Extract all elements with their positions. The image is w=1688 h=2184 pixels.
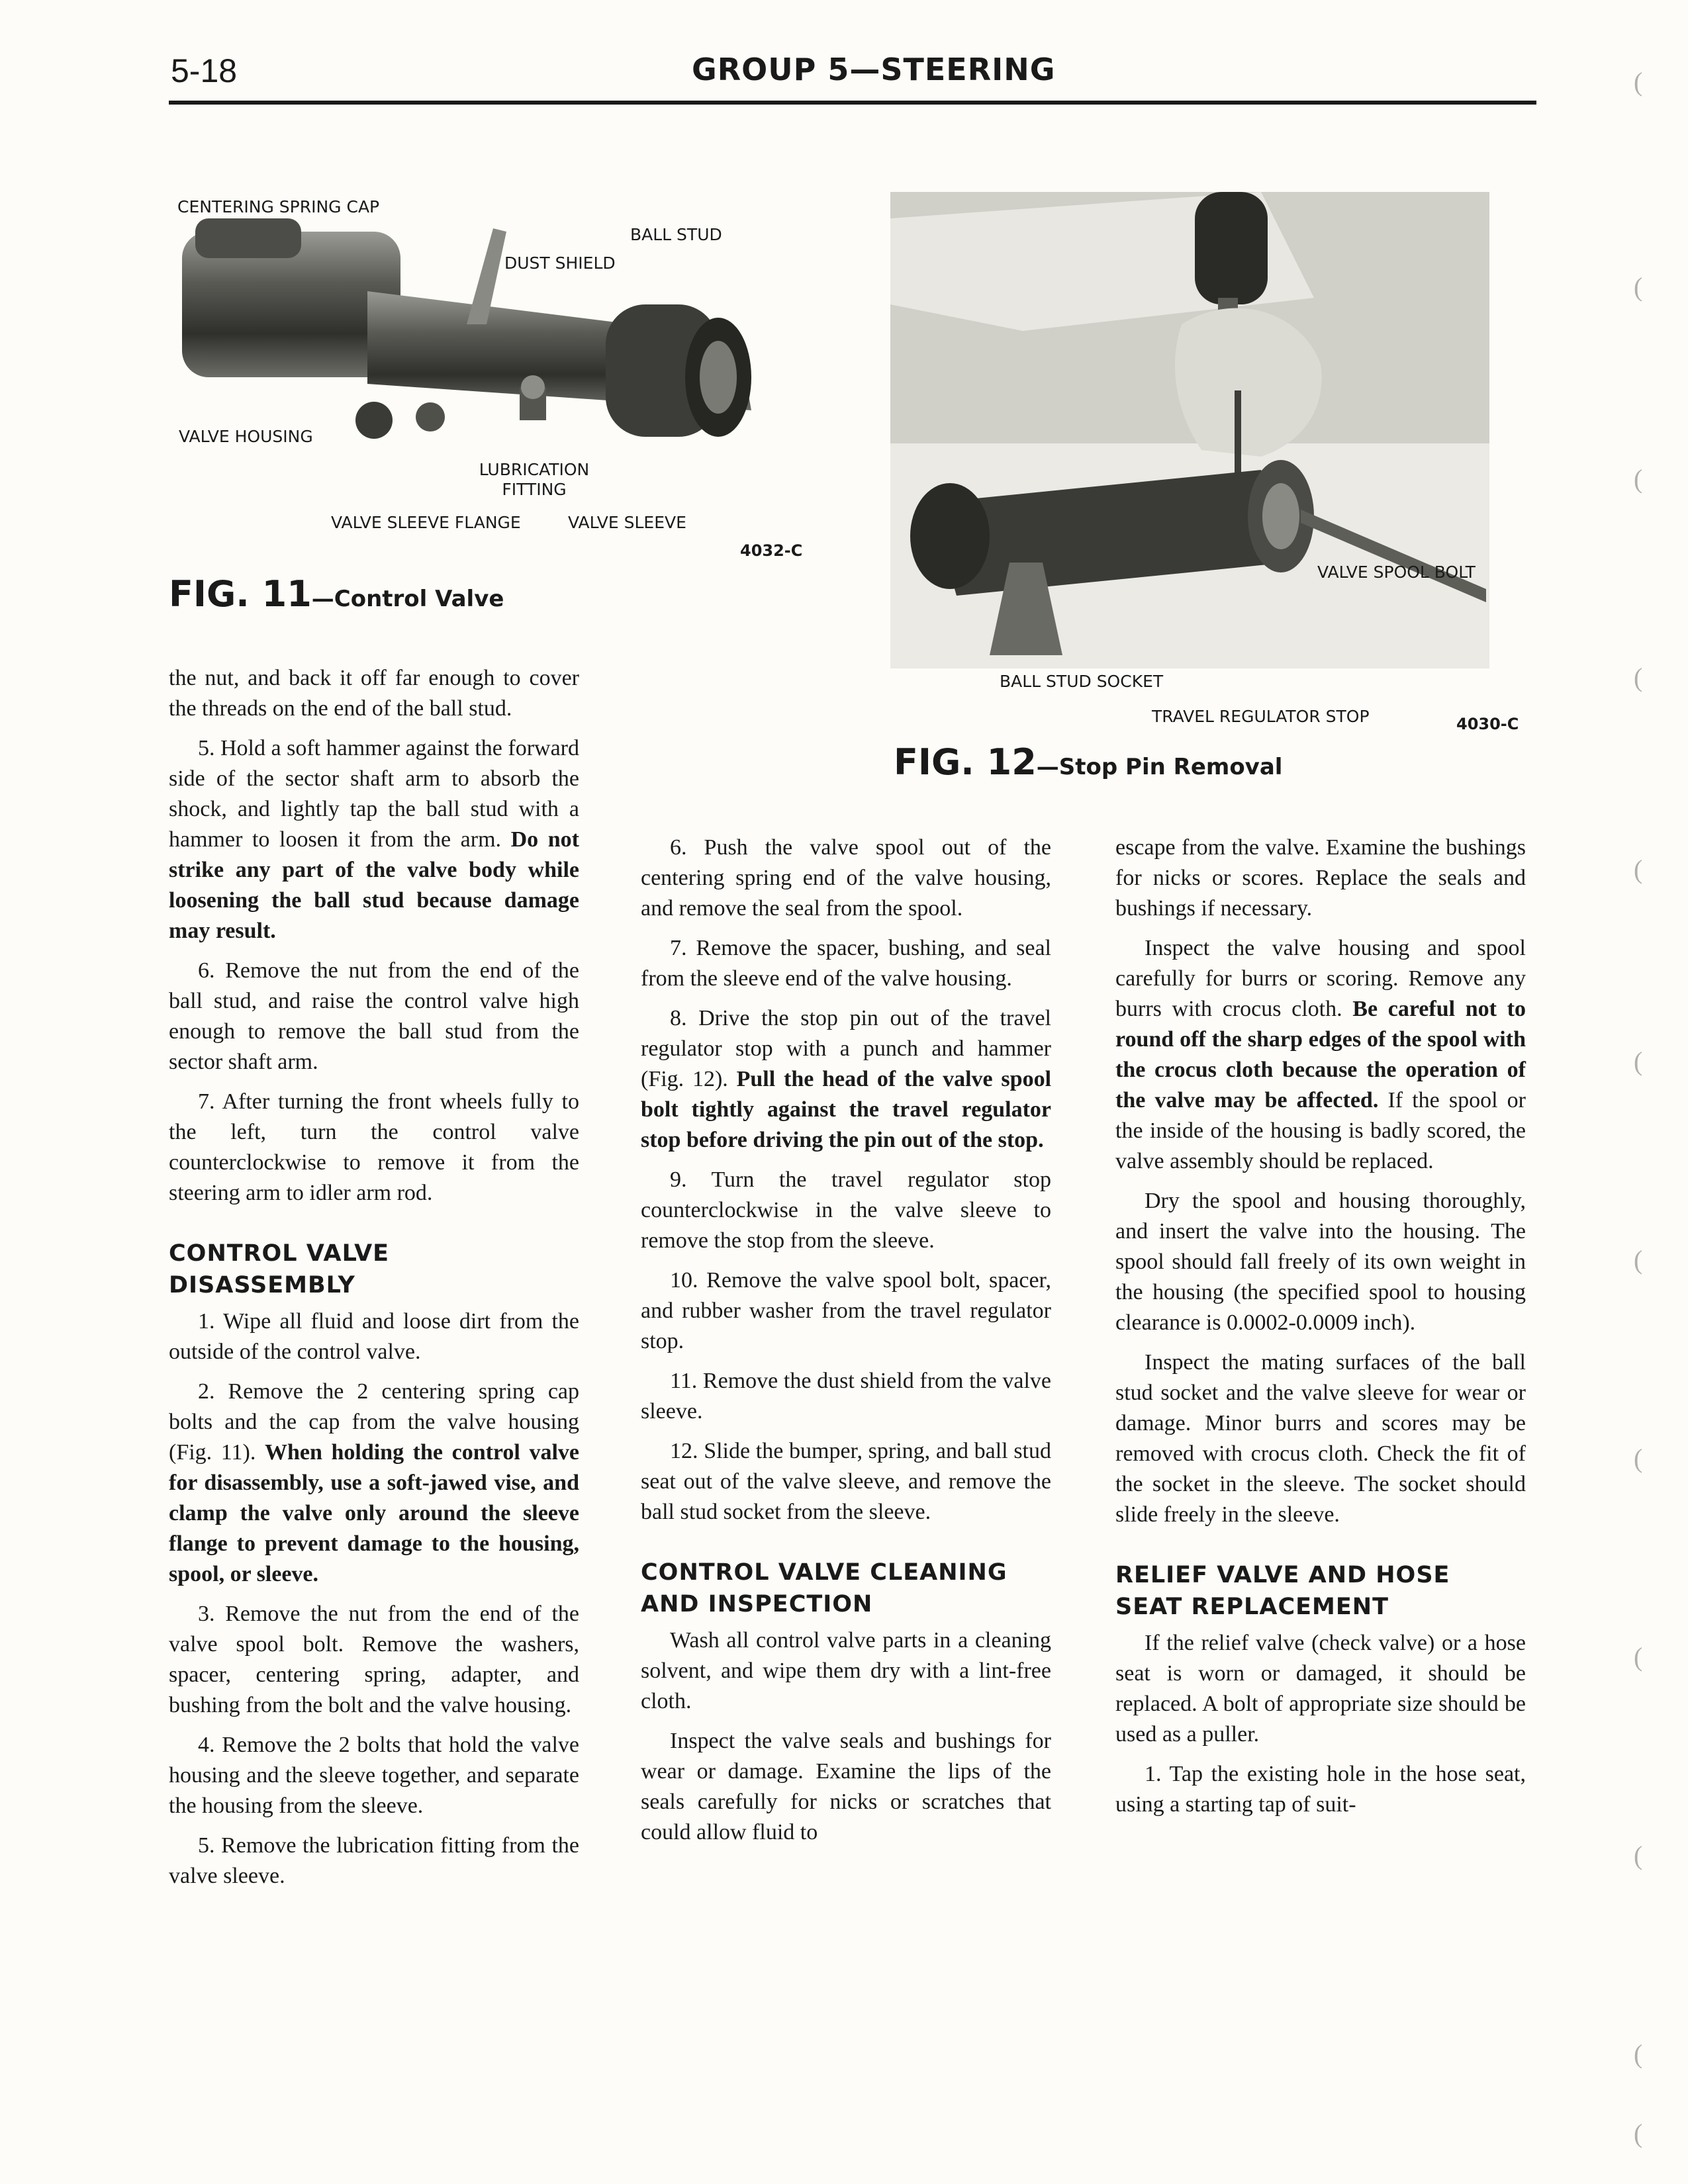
callout-valve-sleeve: VALVE SLEEVE — [568, 513, 686, 532]
fig11-caption — [169, 573, 504, 615]
disassembly-step-5: 5. Remove the lubrication fitting from the valve sleeve. — [169, 1833, 579, 1888]
disassembly-step-8-warning: Pull the head of the valve spool bolt tightly against the travel regulator stop before driving the pin out of the stop. — [641, 1067, 1052, 1152]
heading-line-1: RELIEF VALVE AND HOSE — [1115, 1562, 1450, 1588]
inspection-spool-warning: Be careful not to round off the sharp edges of the spool with the crocus cloth because the operation of the valve may be affected. — [1115, 997, 1526, 1113]
callout-dust-shield: DUST SHIELD — [504, 253, 616, 273]
inspection-paragraph-socket: Inspect the mating surfaces of the ball stud socket and the valve sleeve for wear or damage. Minor burrs and scores may be removed with crocus cloth. Check the fit of the socket in the sleeve. The socket should slide freely in the sleeve. — [1115, 1350, 1526, 1527]
heading-control-valve-disassembly — [169, 1238, 579, 1301]
binding-mark: ( — [1634, 1841, 1643, 1870]
callout-ball-stud-socket: BALL STUD SOCKET — [1000, 672, 1164, 691]
step-5-text: 5. Hold a soft hammer against the forward side of the sector shaft arm to absorb the shock, and lightly tap the ball stud with a hammer to loosen it from the arm. — [169, 736, 579, 852]
binding-mark: ( — [1634, 2118, 1643, 2148]
binding-mark: ( — [1634, 854, 1643, 884]
column-3 — [1115, 833, 1526, 1829]
disassembly-step-2 — [169, 1377, 579, 1590]
column-1 — [169, 663, 579, 1901]
inspection-spool-text: Inspect the valve housing and spool carefully for burrs or scoring. Remove any burrs with crocus cloth. — [1115, 936, 1526, 1021]
disassembly-step-9: 9. Turn the travel regulator stop counterclockwise in the valve sleeve to remove the stop from the sleeve. — [641, 1167, 1051, 1253]
callout-valve-spool-bolt: VALVE SPOOL BOLT — [1317, 563, 1476, 582]
callout-ball-stud: BALL STUD — [630, 225, 722, 244]
heading-line-2: SEAT REPLACEMENT — [1115, 1594, 1389, 1620]
step-6-remove-nut: 6. Remove the nut from the end of the ball stud, and raise the control valve high enough to remove the ball stud from the sector shaft arm. — [169, 958, 579, 1074]
binding-mark: ( — [1634, 67, 1643, 97]
fig11-code: 4032-C — [740, 541, 803, 560]
fig12-caption-prefix: FIG. 12 — [894, 741, 1037, 783]
inspection-paragraph-spool — [1115, 933, 1526, 1177]
binding-mark: ( — [1634, 662, 1643, 692]
fig12-caption — [894, 741, 1282, 783]
binding-mark: ( — [1634, 1245, 1643, 1275]
fig11-caption-text: —Control Valve — [311, 586, 504, 612]
relief-step-1: 1. Tap the existing hole in the hose seat, using a starting tap of suit- — [1115, 1762, 1526, 1817]
binding-mark: ( — [1634, 272, 1643, 302]
disassembly-step-12: 12. Slide the bumper, spring, and ball stud seat out of the valve sleeve, and remove the ball stud socket from the sleeve. — [641, 1439, 1051, 1524]
paragraph-continuation: the nut, and back it off far enough to cover the threads on the end of the ball stud. — [169, 666, 579, 721]
step-7-turn-valve: 7. After turning the front wheels fully to the left, turn the control valve counterclockwise to remove it from the steering arm to idler arm rod. — [169, 1089, 579, 1205]
disassembly-step-6: 6. Push the valve spool out of the centering spring end of the valve housing, and remove the seal from the spool. — [641, 835, 1051, 921]
callout-lubrication-fitting: LUBRICATION FITTING — [479, 460, 590, 499]
disassembly-step-1: 1. Wipe all fluid and loose dirt from the outside of the control valve. — [169, 1309, 579, 1364]
heading-line-1: CONTROL VALVE CLEANING — [641, 1559, 1008, 1586]
fig11-caption-prefix: FIG. 11 — [169, 573, 312, 615]
cleaning-paragraph-1: Wash all control valve parts in a cleaning solvent, and wipe them dry with a lint-free cloth. — [641, 1628, 1051, 1713]
relief-paragraph-1: If the relief valve (check valve) or a hose seat is worn or damaged, it should be replaced. A bolt of appropriate size should be used as a puller. — [1115, 1631, 1526, 1747]
disassembly-step-2-text: 2. Remove the 2 centering spring cap bolts and the cap from the valve housing (Fig. 11). — [169, 1379, 579, 1465]
fig12-code: 4030-C — [1456, 715, 1519, 733]
disassembly-step-8-text: 8. Drive the stop pin out of the travel regulator stop with a punch and hammer (Fig. 12). — [641, 1006, 1051, 1091]
step-5-loosen-ball-stud — [169, 733, 579, 946]
callout-travel-regulator-stop: TRAVEL REGULATOR STOP — [1152, 707, 1370, 726]
page-title: GROUP 5—STEERING — [692, 52, 1056, 87]
column-2 — [641, 833, 1051, 1857]
stop-pin-removal-photo — [890, 192, 1489, 668]
callout-valve-sleeve-flange: VALVE SLEEVE FLANGE — [331, 513, 521, 532]
binding-mark: ( — [1634, 1443, 1643, 1473]
cleaning-paragraph-2: Inspect the valve seals and bushings for wear or damage. Examine the lips of the seals carefully for nicks or scratches that could allow fluid to — [641, 1729, 1051, 1844]
binding-mark: ( — [1634, 464, 1643, 494]
inspection-paragraph-dry: Dry the spool and housing thoroughly, and insert the valve into the housing. The spool should fall freely of its own weight in the housing (the specified spool to housing clearance is 0.0002-0.0009 inch). — [1115, 1189, 1526, 1335]
heading-line-1: CONTROL VALVE — [169, 1240, 390, 1267]
step-5-warning: Do not strike any part of the valve body while loosening the ball stud because damage may result. — [169, 827, 579, 943]
control-valve-drawing — [169, 192, 765, 549]
disassembly-step-7: 7. Remove the spacer, bushing, and seal from the sleeve end of the valve housing. — [641, 936, 1051, 991]
binding-mark: ( — [1634, 1046, 1643, 1076]
binding-mark: ( — [1634, 1642, 1643, 1672]
heading-line-2: AND INSPECTION — [641, 1591, 873, 1617]
fig11-illustration — [169, 192, 765, 549]
disassembly-step-8 — [641, 1003, 1051, 1156]
heading-control-valve-cleaning — [641, 1557, 1051, 1620]
disassembly-step-10: 10. Remove the valve spool bolt, spacer, and rubber washer from the travel regulator stop. — [641, 1268, 1051, 1353]
fig12-caption-text: —Stop Pin Removal — [1036, 754, 1283, 780]
header-rule — [169, 101, 1536, 105]
disassembly-step-11: 11. Remove the dust shield from the valve sleeve. — [641, 1369, 1051, 1424]
fig12-illustration — [890, 192, 1489, 668]
callout-centering-spring-cap: CENTERING SPRING CAP — [177, 197, 380, 216]
heading-line-2: DISASSEMBLY — [169, 1272, 355, 1298]
callout-valve-housing: VALVE HOUSING — [179, 427, 313, 446]
inspection-spool-tail: If the spool or the inside of the housing is badly scored, the valve assembly should be replaced. — [1115, 1088, 1526, 1173]
disassembly-step-2-warning: When holding the control valve for disassembly, use a soft-jawed vise, and clamp the valve only around the sleeve flange to prevent damage to the housing, spool, or sleeve. — [169, 1440, 579, 1586]
disassembly-step-4: 4. Remove the 2 bolts that hold the valve housing and the sleeve together, and separate the housing from the sleeve. — [169, 1733, 579, 1818]
page-number: 5-18 — [171, 52, 238, 89]
heading-relief-valve — [1115, 1559, 1526, 1623]
disassembly-step-3: 3. Remove the nut from the end of the valve spool bolt. Remove the washers, spacer, centering spring, adapter, and bushing from the bolt and the valve housing. — [169, 1602, 579, 1717]
binding-mark: ( — [1634, 2039, 1643, 2069]
cleaning-paragraph-2-continuation: escape from the valve. Examine the bushings for nicks or scores. Replace the seals and bushings if necessary. — [1115, 835, 1526, 921]
